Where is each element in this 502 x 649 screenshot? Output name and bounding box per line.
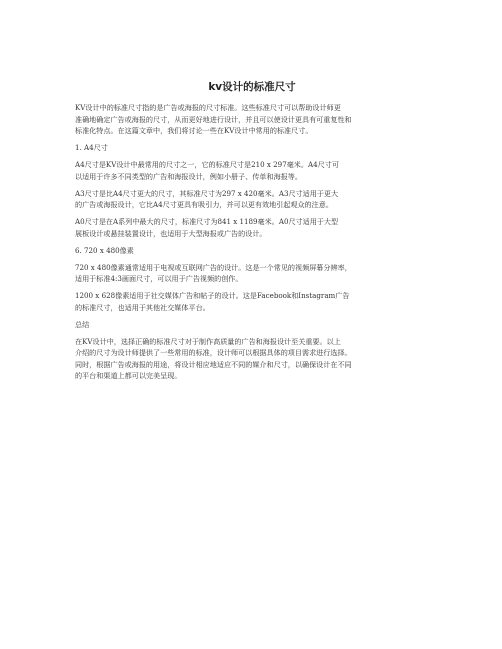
paragraph-a4: A4尺寸是KV设计中最常用的尺寸之一，它的标准尺寸是210 x 297毫米。A4尺寸可 以适用于许多不同类型的广告和海报设计，例如小册子、传单和海报等。 xyxy=(75,160,339,181)
section-heading-a4: 1. A4尺寸 xyxy=(75,143,108,152)
document-title: kv设计的标准尺寸 xyxy=(208,81,296,93)
intro-paragraph: KV设计中的标准尺寸指的是广告或海报的尺寸标准。这些标准尺寸可以帮助设计师更 准确地确定广告或海报的尺寸，从而更好地进行设计，并且可以使设计更具有可重复性和 标准化特点。在这篇文章中，我们将讨论一些在KV设计中常用的标准尺寸。 xyxy=(75,103,352,135)
paragraph-720x480: 720 x 480像素通常适用于电视或互联网广告的设计。这是一个常见的视频屏幕分辨率， 适用于标准4:3画面尺寸，可以用于广告视频的创作。 xyxy=(75,262,352,283)
document-page xyxy=(62,80,442,387)
paragraph-a3: A3尺寸是比A4尺寸更大的尺寸，其标准尺寸为297 x 420毫米。A3尺寸适用于更大 的广告或海报设计，它比A4尺寸更具有吸引力，并可以更有效地引起观众的注意。 xyxy=(75,188,339,209)
section-heading-720x480: 6. 720 x 480像素 xyxy=(75,245,134,255)
conclusion-heading: 总结 xyxy=(75,319,90,329)
paragraph-1200x628: 1200 x 628像素适用于社交媒体广告和帖子的设计。这是Facebook和Instagram广告 的标准尺寸，也适用于其他社交媒体平台。 xyxy=(75,291,350,312)
paragraph-a0: A0尺寸是在A系列中最大的尺寸，标准尺寸为841 x 1189毫米。A0尺寸适用于大型 展板设计或悬挂装置设计，也适用于大型海报或广告的设计。 xyxy=(75,217,339,238)
conclusion-paragraph: 在KV设计中，选择正确的标准尺寸对于制作高质量的广告和海报设计至关重要。以上 介绍的尺寸为设计师提供了一些常用的标准，设计师可以根据具体的项目需求进行选择。 同时，根据广告或海报的用途，将设计相应地适应不同的媒介和尺寸，以确保设计在不同 的平台和渠道上都可以完美呈现。 xyxy=(75,336,352,380)
